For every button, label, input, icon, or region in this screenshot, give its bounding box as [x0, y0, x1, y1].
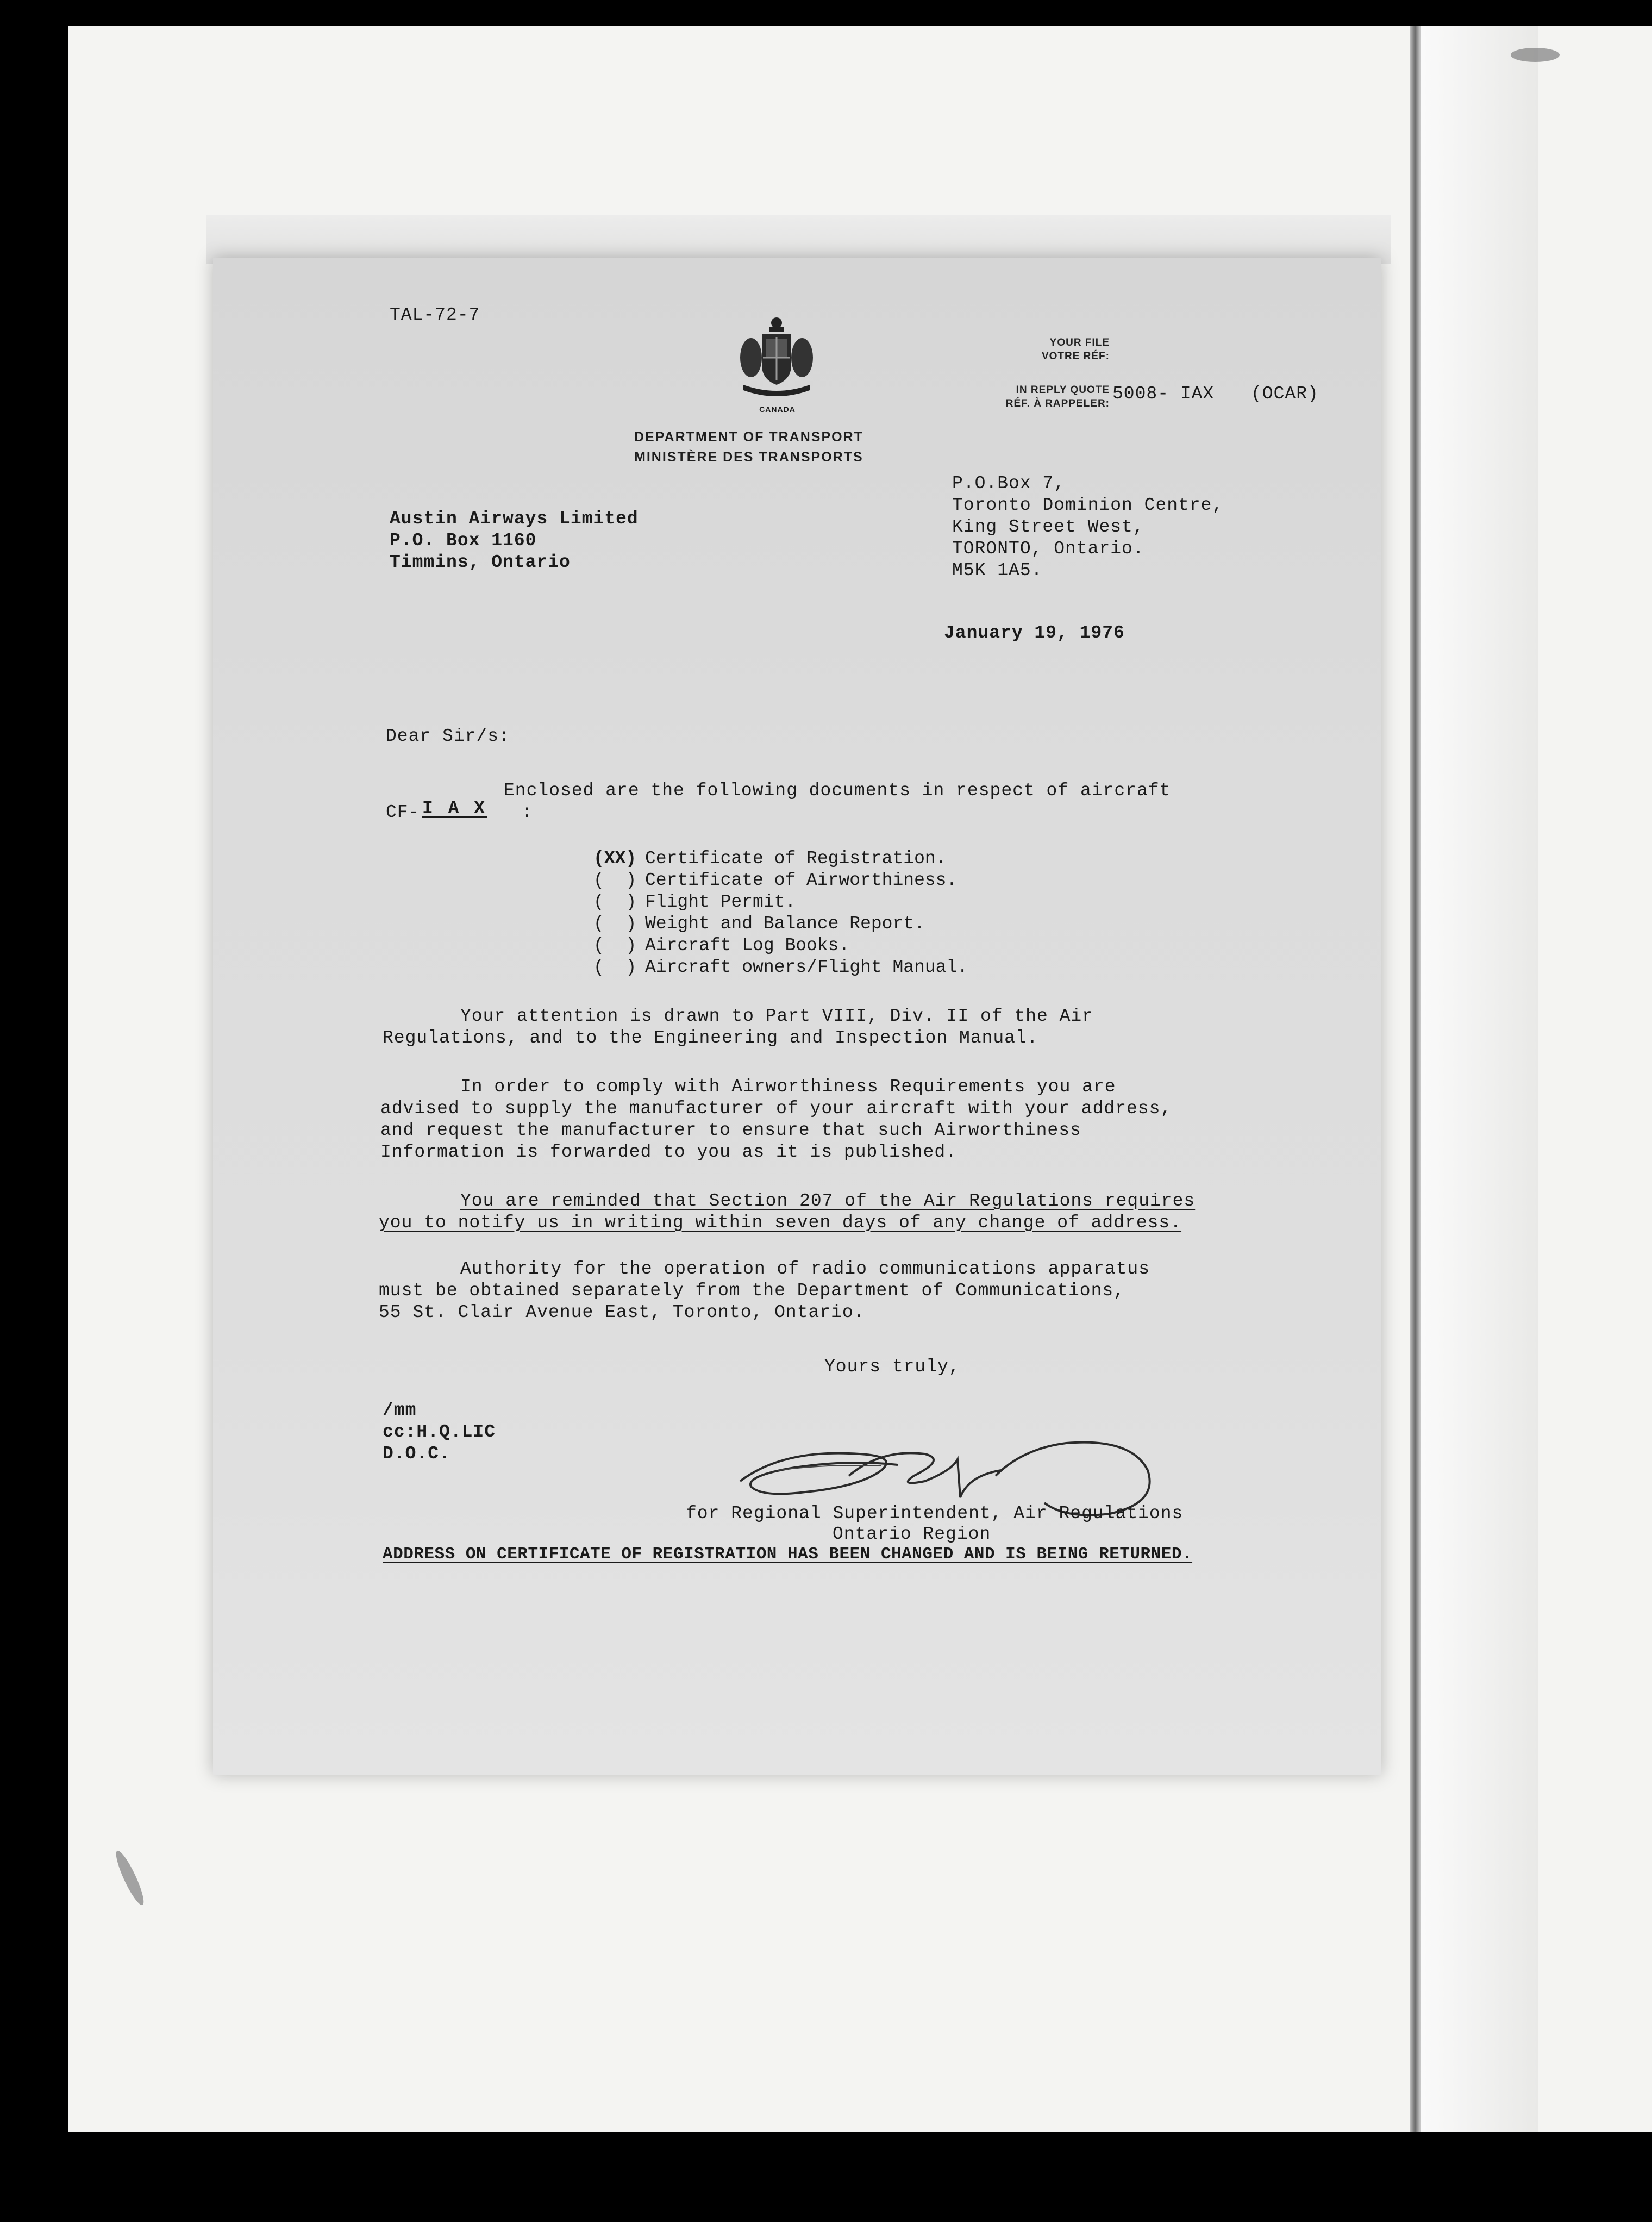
- frame-fold-line: [1410, 26, 1421, 2132]
- your-file-label-en: YOUR FILE: [1049, 337, 1110, 348]
- enclosed-line: Enclosed are the following documents in respect of aircraft: [504, 781, 1171, 801]
- checklist-label: Flight Permit.: [645, 892, 796, 912]
- sender-address-line: P.O.Box 7,: [952, 473, 1066, 494]
- checkbox-mark: ( ): [593, 892, 637, 912]
- aircraft-registration: I A X: [422, 798, 487, 819]
- sender-address-line: M5K 1A5.: [952, 560, 1043, 581]
- checklist-label: Aircraft owners/Flight Manual.: [645, 957, 968, 977]
- reply-quote-label-en: IN REPLY QUOTE: [1016, 384, 1110, 396]
- checkbox-mark: ( ): [593, 935, 637, 956]
- closing: Yours truly,: [824, 1357, 960, 1377]
- aircraft-prefix: CF-: [386, 802, 420, 822]
- checklist-item: [593, 870, 957, 891]
- paragraph-line: Information is forwarded to you as it is published.: [380, 1142, 957, 1162]
- recipient-line: Timmins, Ontario: [390, 552, 571, 572]
- reminder-line: you to notify us in writing within seven days of any change of address.: [379, 1213, 1182, 1233]
- reminder-line: You are reminded that Section 207 of the Air Regulations requires: [460, 1191, 1196, 1211]
- checklist-item: [593, 935, 849, 957]
- reply-reference-suffix: (OCAR): [1251, 384, 1319, 404]
- paragraph-line: and request the manufacturer to ensure that such Airworthiness: [380, 1120, 1081, 1140]
- paragraph-line: 55 St. Clair Avenue East, Toronto, Ontario.: [379, 1302, 865, 1322]
- paragraph-line: In order to comply with Airworthiness Requirements you are: [460, 1077, 1116, 1097]
- initials-line: D.O.C.: [383, 1444, 450, 1464]
- checklist-label: Weight and Balance Report.: [645, 914, 925, 934]
- sender-address-line: King Street West,: [952, 517, 1144, 537]
- signatory-line: Ontario Region: [833, 1524, 991, 1544]
- footer-note: ADDRESS ON CERTIFICATE OF REGISTRATION HAS BEEN CHANGED AND IS BEING RETURNED.: [383, 1545, 1193, 1564]
- film-smudge: [1511, 48, 1560, 62]
- checklist-label: Aircraft Log Books.: [645, 935, 850, 956]
- aircraft-suffix: :: [522, 802, 533, 822]
- checklist-label: Certificate of Registration.: [645, 848, 947, 869]
- checklist-item: [593, 957, 968, 978]
- file-code: TAL-72-7: [390, 305, 480, 325]
- crest-caption: CANADA: [759, 405, 796, 414]
- sender-address-line: TORONTO, Ontario.: [952, 539, 1144, 559]
- signatory-line: for Regional Superintendent, Air Regulations: [686, 1503, 1184, 1524]
- checkbox-mark: ( ): [593, 914, 637, 934]
- sender-address-line: Toronto Dominion Centre,: [952, 495, 1224, 515]
- reply-quote-label-fr: RÉF. À RAPPELER:: [1005, 398, 1110, 409]
- recipient-line: Austin Airways Limited: [390, 509, 639, 529]
- paragraph-line: Regulations, and to the Engineering and Inspection Manual.: [383, 1028, 1038, 1048]
- checkbox-mark: ( ): [593, 870, 637, 890]
- canada-crest-icon: [736, 315, 817, 402]
- reply-reference: 5008- IAX: [1112, 384, 1215, 404]
- paragraph-line: must be obtained separately from the Department of Communications,: [379, 1281, 1125, 1301]
- paragraph-line: Your attention is drawn to Part VIII, Div. II of the Air: [460, 1006, 1093, 1026]
- checklist-label: Certificate of Airworthiness.: [645, 870, 958, 890]
- paragraph-line: advised to supply the manufacturer of your aircraft with your address,: [380, 1098, 1172, 1119]
- recipient-line: P.O. Box 1160: [390, 530, 537, 551]
- checklist-item: [593, 891, 796, 913]
- checklist-item: [593, 848, 947, 870]
- initials-line: cc:H.Q.LIC: [383, 1422, 496, 1442]
- frame-right-panel: [1421, 26, 1538, 2132]
- letter-sheet: [213, 258, 1381, 1775]
- initials-line: /mm: [383, 1400, 417, 1420]
- letter-date: January 19, 1976: [944, 623, 1125, 643]
- department-name-en: DEPARTMENT OF TRANSPORT: [634, 429, 863, 445]
- your-file-label-fr: VOTRE RÉF:: [1041, 351, 1110, 362]
- checkbox-mark: ( ): [593, 957, 637, 977]
- sheet-shadow-edge: [206, 215, 1391, 264]
- checklist-item: [593, 913, 925, 935]
- salutation: Dear Sir/s:: [386, 726, 510, 746]
- checkbox-mark: (XX): [593, 848, 637, 869]
- paragraph-line: Authority for the operation of radio communications apparatus: [460, 1259, 1150, 1279]
- department-name-fr: MINISTÈRE DES TRANSPORTS: [634, 450, 863, 465]
